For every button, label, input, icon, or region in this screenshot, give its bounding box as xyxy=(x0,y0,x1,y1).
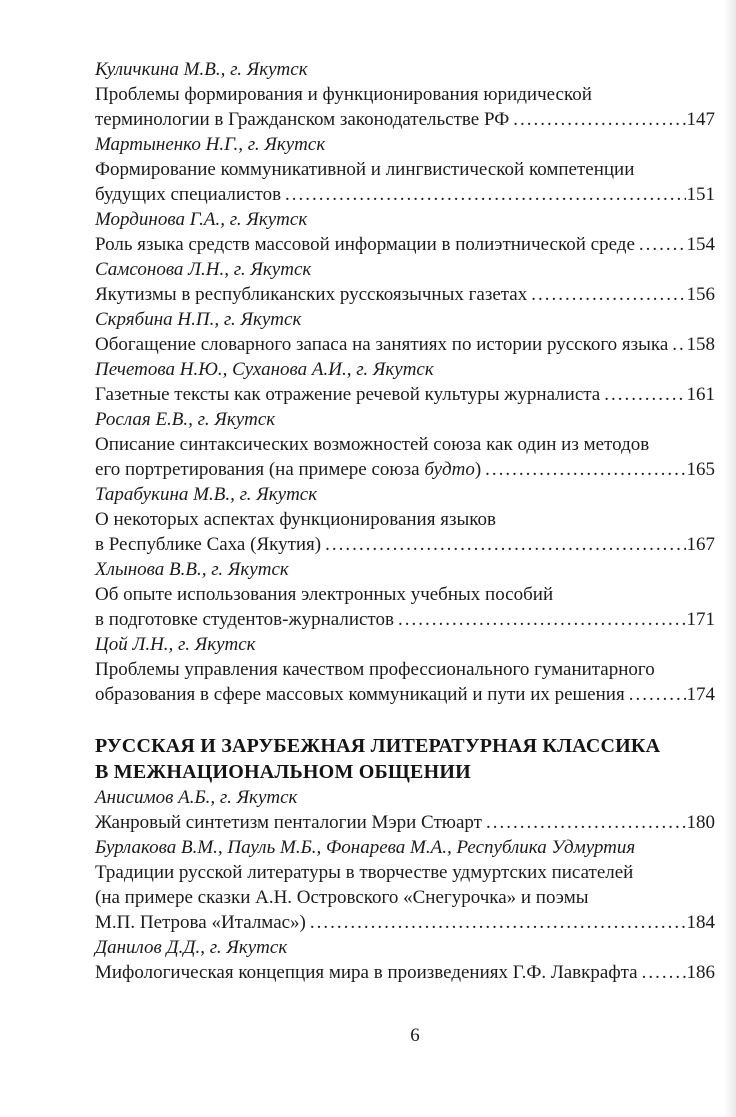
entry-authors: Мартыненко Н.Г., г. Якутск xyxy=(95,134,326,155)
dot-leader xyxy=(398,607,686,632)
title-text: Проблемы формирования и функционирования юридической xyxy=(95,84,592,105)
title-text: О некоторых аспектах функционирования языков xyxy=(95,509,496,530)
dot-leader xyxy=(325,532,685,557)
entry-page-number: 180 xyxy=(686,812,715,833)
title-text: будущих специалистов xyxy=(95,184,282,205)
section-heading-line: РУССКАЯ И ЗАРУБЕЖНАЯ ЛИТЕРАТУРНАЯ КЛАССИКА xyxy=(95,735,661,757)
title-text: Газетные тексты как отражение речевой культуры журналиста xyxy=(95,384,601,405)
title-text: Роль языка средств массовой информации в полиэтнической среде xyxy=(95,234,635,255)
entry-title-line xyxy=(95,82,715,107)
entry-page-number: 186 xyxy=(686,962,715,983)
entry-authors: Анисимов А.Б., г. Якутск xyxy=(95,787,298,808)
entry-page-number: 151 xyxy=(686,184,715,205)
dot-leader xyxy=(486,810,686,835)
dot-leader xyxy=(642,960,686,985)
entry-title-line xyxy=(95,682,715,707)
entry-page-number: 171 xyxy=(686,609,715,630)
entry-page-number: 161 xyxy=(686,384,715,405)
entry-title-line xyxy=(95,332,715,357)
entry-title-line xyxy=(95,532,715,557)
entry-title-line xyxy=(95,157,715,182)
entry-authors: Скрябина Н.П., г. Якутск xyxy=(95,309,302,330)
dot-leader xyxy=(285,182,685,207)
entry-authors: Печетова Н.Ю., Суханова А.И., г. Якутск xyxy=(95,359,434,380)
title-text: Описание синтаксических возможностей союза как один из методов xyxy=(95,434,650,455)
entry-title-line xyxy=(95,860,715,885)
title-text: Якутизмы в республиканских русскоязычных газетах xyxy=(95,284,528,305)
entry-title-line xyxy=(95,507,715,532)
entry-title-line xyxy=(95,382,715,407)
entry-authors: Цой Л.Н., г. Якутск xyxy=(95,634,256,655)
entry-authors: Бурлакова В.М., Пауль М.Б., Фонарева М.А., Республика Удмуртия xyxy=(95,837,636,858)
dot-leader xyxy=(485,457,685,482)
title-text: его портретирования (на примере союза xyxy=(95,459,425,480)
entry-authors: Данилов Д.Д., г. Якутск xyxy=(95,937,288,958)
title-text: ) xyxy=(474,459,482,480)
title-text-italic: будто xyxy=(424,459,475,480)
toc-content xyxy=(95,57,715,985)
entry-page-number: 165 xyxy=(686,459,715,480)
entry-title-line xyxy=(95,182,715,207)
title-text: М.П. Петрова «Италмас») xyxy=(95,912,306,933)
entry-title-line xyxy=(95,107,715,132)
dot-leader xyxy=(310,910,686,935)
entry-title-line xyxy=(95,960,715,985)
title-text: терминологии в Гражданском законодательстве РФ xyxy=(95,109,510,130)
entry-title-line xyxy=(95,282,715,307)
toc-section xyxy=(95,733,715,985)
title-text: образования в сфере массовых коммуникаций и пути их решения xyxy=(95,684,625,705)
toc-section xyxy=(95,57,715,707)
title-text: Традиции русской литературы в творчестве удмуртских писателей xyxy=(95,862,634,883)
entry-authors: Тарабукина М.В., г. Якутск xyxy=(95,484,318,505)
scan-edge-shadow xyxy=(724,0,736,1117)
entry-authors: Куличкина М.В., г. Якутск xyxy=(95,59,308,80)
entry-title-line xyxy=(95,457,715,482)
dot-leader xyxy=(629,682,686,707)
entry-authors: Самсонова Л.Н., г. Якутск xyxy=(95,259,312,280)
folio-number: 6 xyxy=(410,1025,420,1046)
entry-page-number: 184 xyxy=(686,912,715,933)
entry-page-number: 158 xyxy=(686,334,715,355)
title-text: Обогащение словарного запаса на занятиях по истории русского языка xyxy=(95,334,669,355)
title-text: (на примере сказки А.Н. Островского «Снегурочка» и поэмы xyxy=(95,887,589,908)
section-heading-line: В МЕЖНАЦИОНАЛЬНОМ ОБЩЕНИИ xyxy=(95,761,471,783)
entry-title-line xyxy=(95,432,715,457)
title-text: Жанровый синтетизм пенталогии Мэри Стюарт xyxy=(95,812,482,833)
entry-page-number: 167 xyxy=(686,534,715,555)
entry-title-line xyxy=(95,582,715,607)
dot-leader xyxy=(672,332,685,357)
entry-title-line xyxy=(95,232,715,257)
entry-title-line xyxy=(95,607,715,632)
title-text: в Республике Саха (Якутия) xyxy=(95,534,322,555)
dot-leader xyxy=(513,107,685,132)
title-text: Проблемы управления качеством профессионального гуманитарного xyxy=(95,659,655,680)
entry-title-line xyxy=(95,657,715,682)
entry-authors: Хлынова В.В., г. Якутск xyxy=(95,559,289,580)
entry-page-number: 147 xyxy=(686,109,715,130)
entry-authors: Мординова Г.А., г. Якутск xyxy=(95,209,308,230)
entry-page-number: 154 xyxy=(686,234,715,255)
title-text: Об опыте использования электронных учебных пособий xyxy=(95,584,554,605)
entry-title-line xyxy=(95,885,715,910)
dot-leader xyxy=(604,382,685,407)
entry-title-line xyxy=(95,910,715,935)
entry-authors: Рослая Е.В., г. Якутск xyxy=(95,409,276,430)
title-text: в подготовке студентов-журналистов xyxy=(95,609,394,630)
dot-leader xyxy=(639,232,686,257)
entry-page-number: 174 xyxy=(686,684,715,705)
dot-leader xyxy=(531,282,685,307)
title-text: Формирование коммуникативной и лингвистической компетенции xyxy=(95,159,635,180)
entry-page-number: 156 xyxy=(686,284,715,305)
entry-title-line xyxy=(95,810,715,835)
title-text: Мифологическая концепция мира в произведениях Г.Ф. Лавкрафта xyxy=(95,962,638,983)
